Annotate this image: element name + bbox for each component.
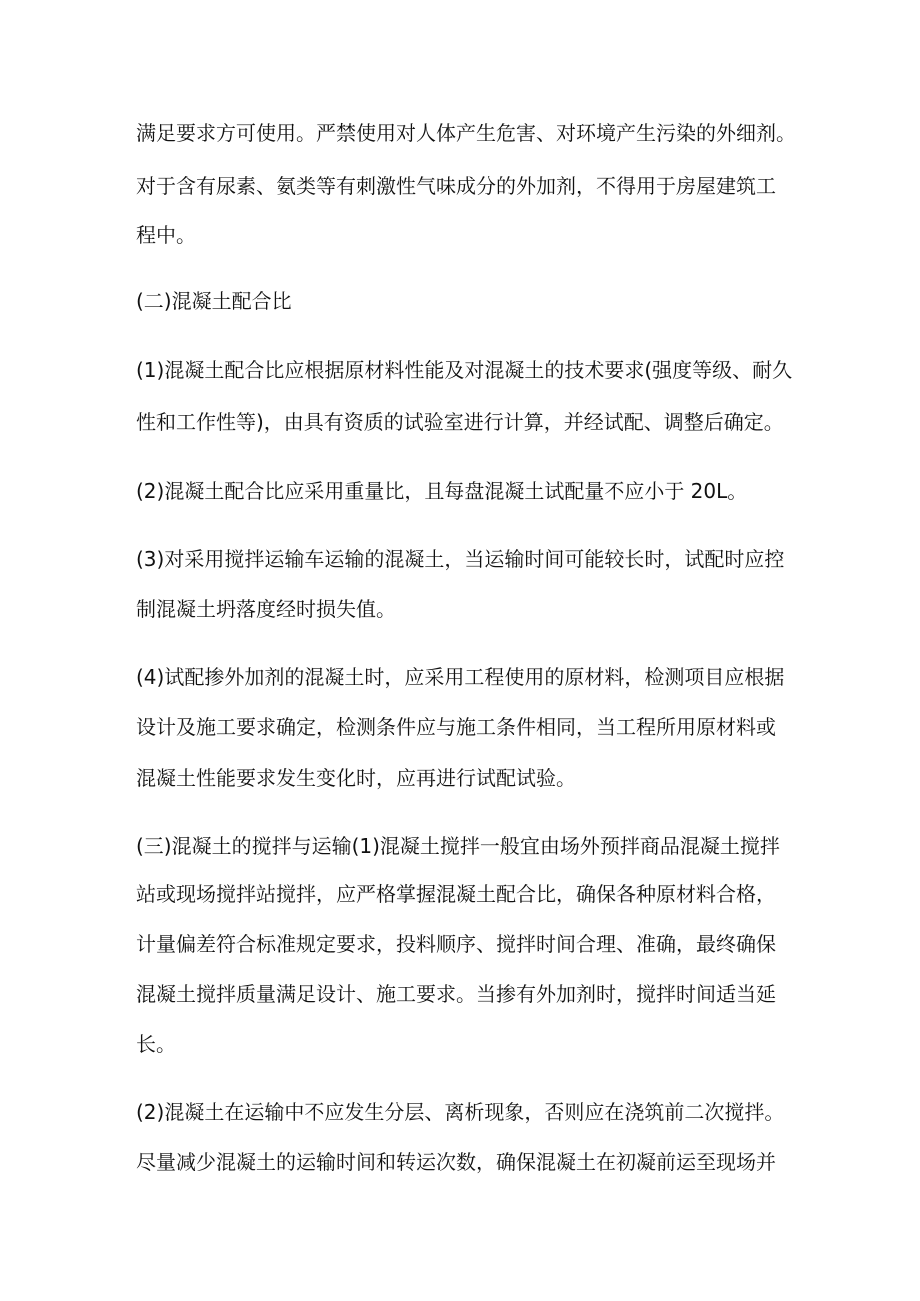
text-line: 程中。 <box>136 223 196 247</box>
text-line: 尽量减少混凝土的运输时间和转运次数，确保混凝土在初凝前运至现场并 <box>136 1150 776 1174</box>
text-line: 性和工作性等)，由具有资质的试验室进行计算，并经试配、调整后确定。 <box>136 410 784 434</box>
text-line: (三)混凝土的搅拌与运输(1)混凝土搅拌一般宜由场外预拌商品混凝土搅拌 <box>136 834 780 858</box>
text-line: (3)对采用搅拌运输车运输的混凝土，当运输时间可能较长时，试配时应控 <box>136 547 785 571</box>
text-line: 制混凝土坍落度经时损失值。 <box>136 597 396 621</box>
text-line: 长。 <box>136 1032 176 1056</box>
text-line: 站或现场搅拌站搅拌，应严格掌握混凝土配合比，确保各种原材料合格， <box>136 882 776 906</box>
text-line: 混凝土性能要求发生变化时，应再进行试配试验。 <box>136 766 576 790</box>
text-line: 设计及施工要求确定，检测条件应与施工条件相同，当工程所用原材料或 <box>136 715 776 739</box>
text-line: 满足要求方可使用。严禁使用对人体产生危害、对环境产生污染的外细剂。 <box>136 121 796 145</box>
text-line: (2)混凝土在运输中不应发生分层、离析现象，否则应在浇筑前二次搅拌。 <box>136 1100 785 1124</box>
text-line: 对于含有尿素、氨类等有刺激性气味成分的外加剂，不得用于房屋建筑工 <box>136 174 776 198</box>
text-line: (4)试配掺外加剂的混凝土时，应采用工程使用的原材料，检测项目应根据 <box>136 665 785 689</box>
section-heading: (二)混凝土配合比 <box>136 289 292 313</box>
text-line: (2)混凝土配合比应采用重量比，且每盘混凝土试配量不应小于 20L。 <box>136 479 748 503</box>
text-line: (1)混凝土配合比应根据原材料性能及对混凝土的技术要求(强度等级、耐久 <box>136 358 793 382</box>
text-line: 混凝土搅拌质量满足设计、施工要求。当掺有外加剂时，搅拌时间适当延 <box>136 982 776 1006</box>
text-line: 计量偏差符合标准规定要求，投料顺序、搅拌时间合理、准确，最终确保 <box>136 932 776 956</box>
